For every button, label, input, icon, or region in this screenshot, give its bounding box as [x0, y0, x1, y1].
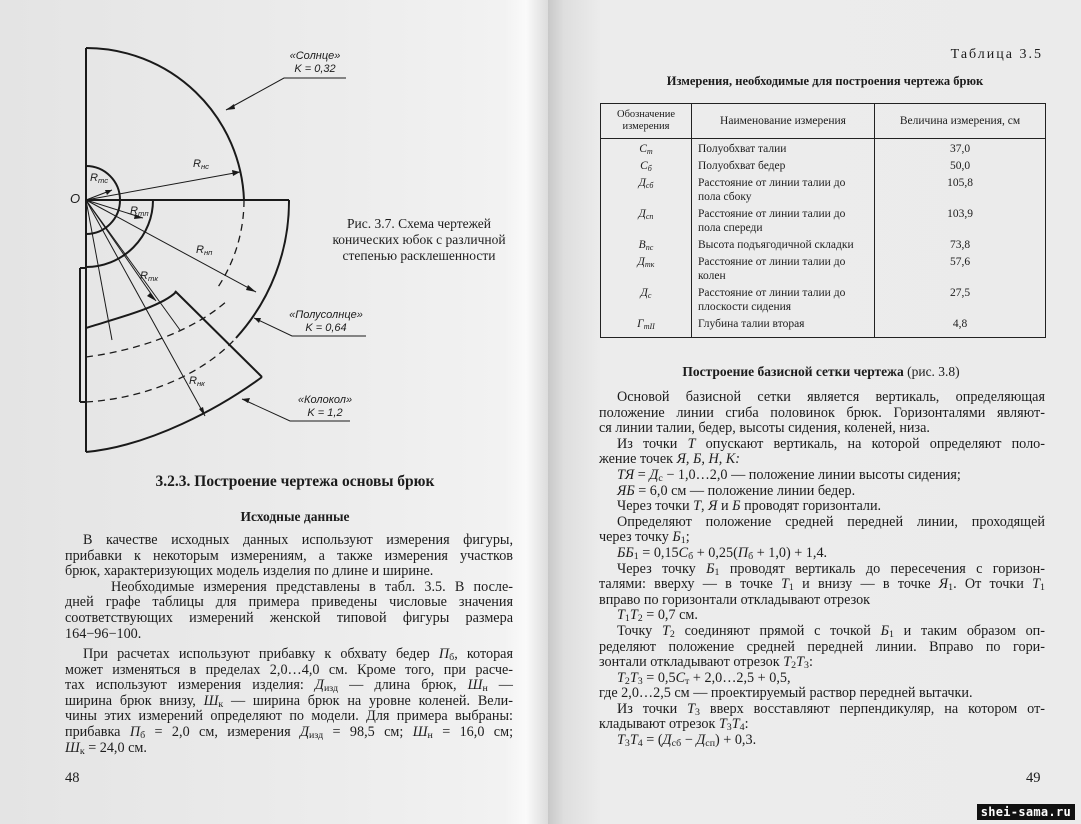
- caption-line: конических юбок с различной: [332, 232, 506, 247]
- radius-label-nk: [189, 375, 205, 388]
- table-label: Таблица 3.5: [950, 47, 1043, 62]
- radius-label-nc: [193, 158, 209, 171]
- callout-name: «Полусолнце»: [289, 309, 363, 321]
- watermark: shei-sama.ru: [977, 804, 1075, 820]
- figure-reference: (рис. 3.8): [903, 364, 960, 379]
- cell-name: Высота подъягодичной складки: [692, 237, 875, 254]
- table-row: [601, 237, 1046, 254]
- col-header-name: Наименование измерения: [692, 104, 875, 139]
- paragraph-source-data: [65, 533, 513, 642]
- callout-coefficient: K = 0,64: [305, 322, 347, 334]
- text-line: соответствующих измерений женской типовой фигуры размера: [65, 609, 513, 626]
- formula-line: $Т_1Т_2 = 0,7$ см.: [617, 607, 698, 625]
- radius-symbol: R: [189, 375, 197, 387]
- cell-symbol: $Д_{тк}$: [601, 254, 692, 285]
- text-line: ся линии талии, бедер, высоты сидения, коленей, низа.: [599, 420, 930, 437]
- caption-line: степенью расклешенности: [342, 248, 496, 263]
- table-row: [601, 316, 1046, 338]
- text-line: где 2,0…2,5 см — проектируемый раствор передней вытачки.: [599, 685, 973, 702]
- text-line: Через точки Т, Я и Б проводят горизонтали.: [617, 498, 882, 515]
- radius-subscript: нс: [200, 162, 210, 171]
- table-row: [601, 158, 1046, 175]
- callout-name: «Колокол»: [297, 394, 353, 406]
- page-number-right: 49: [1026, 770, 1041, 786]
- text-line: через точку $Б_1$;: [599, 529, 690, 547]
- radius-symbol: R: [196, 244, 204, 256]
- radius-subscript: тс: [97, 176, 109, 185]
- text-line: $Ш_к = 24,0$ см.: [65, 739, 147, 757]
- origin-label: O: [70, 191, 81, 206]
- radius-symbol: R: [193, 158, 201, 170]
- cell-value: 4,8: [875, 316, 1046, 338]
- cell-name: Расстояние от линии талии до плоскости сидения: [692, 285, 875, 316]
- table-row: [601, 254, 1046, 285]
- radius-label-tp: [130, 205, 149, 218]
- figure-caption: [314, 216, 524, 264]
- cell-symbol: $В_{пс}$: [601, 237, 692, 254]
- cell-name: Глубина талии вторая: [692, 316, 875, 338]
- cell-symbol: $Д_{сб}$: [601, 175, 692, 206]
- text-line: Через точку $Б_1$ проводят вертикаль до пересечения с горизон-: [617, 560, 1045, 578]
- text-line: дней графе таблицы для примера приведены числовые значения: [65, 594, 513, 611]
- paragraph-allowances: [65, 647, 513, 756]
- text-line: Из точки Т опускают вертикаль, на которой определяют поло-: [617, 435, 1045, 452]
- radius-symbol: R: [130, 205, 138, 217]
- right-body-text: [599, 390, 1045, 749]
- text-line: брюк, характеризующих модель изделия по длине и ширине.: [65, 563, 434, 580]
- callout-coefficient: K = 1,2: [307, 407, 343, 419]
- radius-symbol: R: [90, 172, 98, 184]
- cell-symbol: $Г_{тII}$: [601, 316, 692, 338]
- text-line: чины этих измерений определяют по модели. Для примера выбраны:: [65, 708, 513, 725]
- section-heading-right: [596, 364, 1046, 380]
- callout-solnce: [270, 50, 360, 76]
- formula-line: ТЯ = $Д_с$ − 1,0…2,0 — положение линии высоты сидения;: [617, 466, 961, 484]
- text-line: прибавка $П_б = 2,0$ см, измерения $Д_{изд} = 98,5$ см; $Ш_н = 16,0$ см;: [65, 723, 514, 741]
- text-line: ределяют положение средней передней линии. Вправо по гори-: [599, 638, 1045, 655]
- page-number-left: 48: [65, 770, 80, 786]
- cell-name: Расстояние от линии талии до колен: [692, 254, 875, 285]
- callout-polusolnce: [276, 309, 376, 335]
- radius-label-tc: [90, 172, 108, 185]
- text-line: Точку $Т_2$ соединяют прямой с точкой $Б_1$ и таким образом оп-: [617, 622, 1046, 640]
- cell-symbol: $Д_{сп}$: [601, 206, 692, 237]
- text-line: жение точек Я, Б, Н, К:: [599, 451, 740, 468]
- formula-line: $Т_2Т_3 = 0,5С_т$ + 2,0…2,5 + 0,5,: [617, 669, 791, 687]
- radius-symbol: R: [140, 270, 148, 282]
- cell-value: 57,6: [875, 254, 1046, 285]
- table-row: [601, 206, 1046, 237]
- text-line: зонтали откладывают отрезок $Т_2Т_3$:: [599, 654, 813, 672]
- formula-line: $ББ_1 = 0,15С_б + 0,25(П_б + 1,0) + 1,4$.: [617, 544, 828, 562]
- heading-bold-text: Построение базисной сетки чертежа: [682, 364, 904, 379]
- text-line: может изменяться в пределах 2,0…4,0 см. Кроме того, при расче-: [65, 661, 513, 678]
- text-line: кладывают отрезок $Т_3Т_4$:: [599, 716, 749, 734]
- cell-value: 50,0: [875, 158, 1046, 175]
- cell-symbol: $C_т$: [601, 139, 692, 159]
- formula-line: $Т_3Т_4 = (Д_{сб} - Д_{сп}) + 0,3$.: [617, 732, 757, 750]
- text-line: Определяют положение средней передней линии, проходящей: [617, 513, 1045, 530]
- measurements-table: [600, 103, 1046, 338]
- text-line: талями: вверху — в точке $Т_1$ и внизу — в точке $Я_1$. От точки $Т_1$: [599, 576, 1045, 594]
- section-heading: 3.2.3. Построение чертежа основы брюк: [155, 473, 435, 490]
- subheading: Исходные данные: [240, 509, 350, 524]
- cell-symbol: $Д_с$: [601, 285, 692, 316]
- text-line: В качестве исходных данных используют измерения фигуры,: [83, 532, 513, 548]
- col-header-value: Величина измерения, см: [875, 104, 1046, 139]
- callout-kolokol: [280, 394, 370, 420]
- caption-line: Рис. 3.7. Схема чертежей: [347, 216, 491, 231]
- callout-coefficient: K = 0,32: [294, 63, 336, 75]
- text-line: 164−96−100.: [65, 625, 142, 642]
- text-line: Необходимые измерения представлены в табл. 3.5. В после-: [111, 578, 513, 595]
- cell-name: Полуобхват талии: [692, 139, 875, 159]
- radius-label-np: [196, 244, 212, 257]
- cell-name: Полуобхват бедер: [692, 158, 875, 175]
- cell-name: Расстояние от линии талии до пола спереди: [692, 206, 875, 237]
- radius-subscript: тп: [137, 209, 149, 218]
- cell-value: 37,0: [875, 139, 1046, 159]
- radius-label-tk: [140, 270, 158, 283]
- text-line: положение линии сгиба половинок брюк. Горизонталями являют-: [599, 404, 1045, 421]
- text-line: вправо по горизонтали откладывают отрезок: [599, 591, 871, 608]
- cell-value: 73,8: [875, 237, 1046, 254]
- cell-value: 103,9: [875, 206, 1046, 237]
- text-line: Основой базисной сетки является вертикаль, определяющая: [617, 389, 1045, 405]
- cell-name: Расстояние от линии талии до пола сбоку: [692, 175, 875, 206]
- text-line: При расчетах используют прибавку к обхвату бедер $П_б$, которая: [83, 646, 513, 663]
- radius-subscript: нк: [196, 379, 205, 388]
- text-line: прибавки к некоторым измерениям, а также измерения участков: [65, 547, 513, 564]
- radius-subscript: тк: [147, 274, 158, 283]
- cell-symbol: $C_б$: [601, 158, 692, 175]
- callout-name: «Солнце»: [289, 50, 341, 62]
- table-row: [601, 285, 1046, 316]
- table-title: Измерения, необходимые для построения чертежа брюк: [666, 74, 984, 88]
- radius-subscript: нп: [203, 248, 213, 257]
- table-row: [601, 139, 1046, 159]
- cell-value: 27,5: [875, 285, 1046, 316]
- table-row: [601, 175, 1046, 206]
- cell-value: 105,8: [875, 175, 1046, 206]
- formula-line: ЯБ = 6,0 см — положение линии бедер.: [617, 482, 856, 499]
- table-header-row: [601, 104, 1046, 139]
- text-line: Из точки $Т_3$ вверх восставляют перпендикуляр, на котором от-: [617, 700, 1045, 718]
- text-line: тах используют измерения изделия: $Д_{изд}$ — длина брюк, $Ш_н$ —: [65, 677, 513, 695]
- col-header-symbol: Обозначение измерения: [601, 104, 692, 139]
- text-line: ширина брюк внизу, $Ш_к$ — ширина брюк на уровне коленей. Вели-: [65, 692, 513, 710]
